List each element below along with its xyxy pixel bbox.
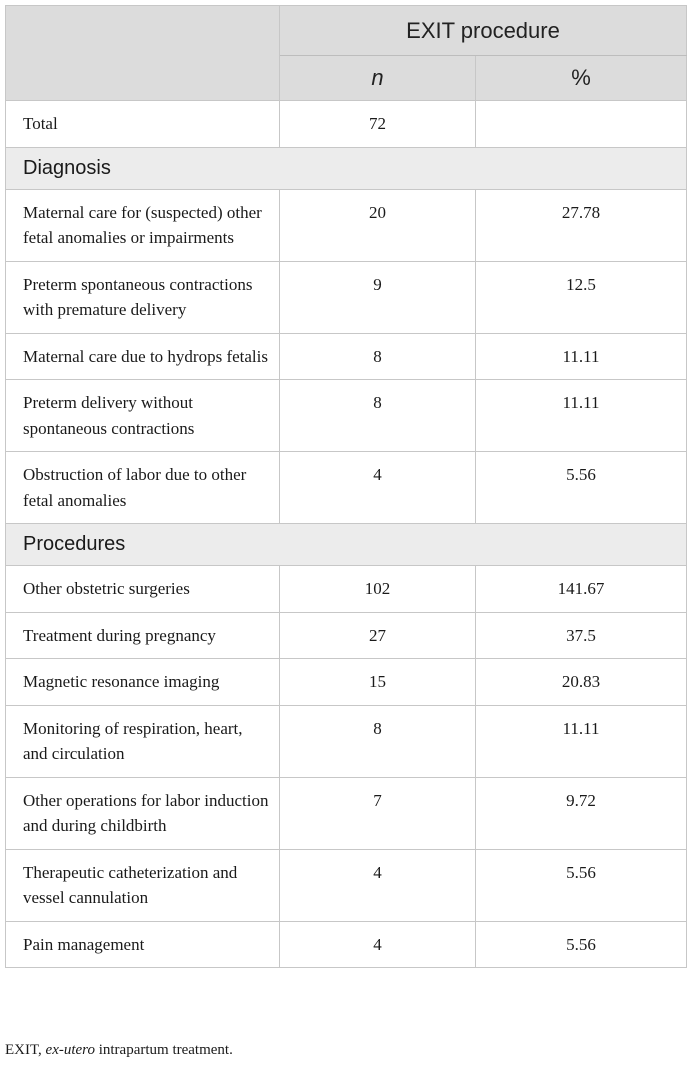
row-pct: 11.11 — [476, 333, 687, 380]
row-n: 9 — [280, 261, 476, 333]
row-label: Preterm spontaneous contractions with premature delivery — [6, 261, 280, 333]
row-label: Magnetic resonance imaging — [6, 659, 280, 706]
row-label: Total — [6, 101, 280, 148]
row-pct: 37.5 — [476, 612, 687, 659]
table-footnote — [5, 1042, 233, 1059]
row-pct: 12.5 — [476, 261, 687, 333]
section-title: Procedures — [6, 524, 687, 566]
row-label: Other operations for labor induction and during childbirth — [6, 777, 280, 849]
row-pct: 27.78 — [476, 189, 687, 261]
table-row — [6, 452, 687, 524]
table-row-total — [6, 101, 687, 148]
section-header-diagnosis — [6, 147, 687, 189]
row-pct: 141.67 — [476, 566, 687, 613]
row-n: 4 — [280, 849, 476, 921]
row-pct — [476, 101, 687, 148]
row-n: 8 — [280, 380, 476, 452]
header-blank-cell — [6, 6, 280, 101]
footnote-definition: intrapartum treatment. — [98, 1042, 233, 1058]
row-n: 7 — [280, 777, 476, 849]
row-n: 20 — [280, 189, 476, 261]
row-n: 15 — [280, 659, 476, 706]
row-n: 8 — [280, 333, 476, 380]
section-header-procedures — [6, 524, 687, 566]
row-pct: 9.72 — [476, 777, 687, 849]
table-row — [6, 705, 687, 777]
header-n: n — [280, 56, 476, 101]
table-row — [6, 777, 687, 849]
row-pct: 5.56 — [476, 921, 687, 968]
table-row — [6, 849, 687, 921]
table-row — [6, 333, 687, 380]
row-n: 4 — [280, 452, 476, 524]
footnote-italic-term: ex-utero — [45, 1042, 95, 1058]
row-label: Maternal care due to hydrops fetalis — [6, 333, 280, 380]
row-pct: 11.11 — [476, 380, 687, 452]
section-title: Diagnosis — [6, 147, 687, 189]
row-pct: 20.83 — [476, 659, 687, 706]
row-label: Obstruction of labor due to other fetal anomalies — [6, 452, 280, 524]
table-row — [6, 921, 687, 968]
table-row — [6, 261, 687, 333]
row-pct: 5.56 — [476, 849, 687, 921]
footnote-abbreviation: EXIT, — [5, 1042, 42, 1058]
row-n: 27 — [280, 612, 476, 659]
table-row — [6, 612, 687, 659]
header-exit-procedure: EXIT procedure — [280, 6, 687, 56]
table-header-group-row — [6, 6, 687, 56]
table-row — [6, 189, 687, 261]
row-label: Pain management — [6, 921, 280, 968]
row-n: 8 — [280, 705, 476, 777]
row-label: Preterm delivery without spontaneous contractions — [6, 380, 280, 452]
row-pct: 5.56 — [476, 452, 687, 524]
row-label: Treatment during pregnancy — [6, 612, 280, 659]
row-n: 72 — [280, 101, 476, 148]
header-percent: % — [476, 56, 687, 101]
row-label: Monitoring of respiration, heart, and circulation — [6, 705, 280, 777]
row-label: Other obstetric surgeries — [6, 566, 280, 613]
row-n: 4 — [280, 921, 476, 968]
row-label: Therapeutic catheterization and vessel cannulation — [6, 849, 280, 921]
table-row — [6, 566, 687, 613]
row-pct: 11.11 — [476, 705, 687, 777]
row-label: Maternal care for (suspected) other fetal anomalies or impairments — [6, 189, 280, 261]
table-row — [6, 380, 687, 452]
table-row — [6, 659, 687, 706]
row-n: 102 — [280, 566, 476, 613]
exit-procedure-table — [5, 5, 687, 968]
